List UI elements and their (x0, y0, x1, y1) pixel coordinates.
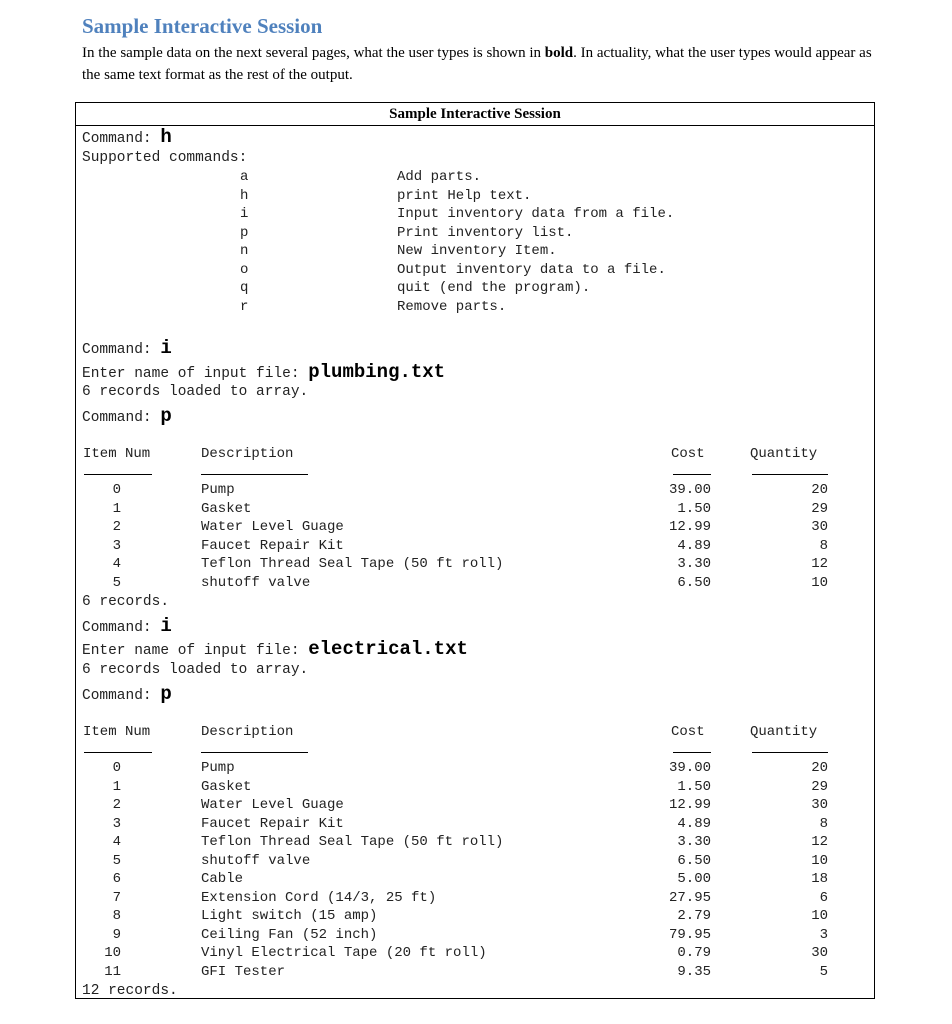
session-box-header (76, 103, 874, 126)
column-header-description: Description (201, 724, 294, 740)
quantity-cell: 20 (811, 760, 828, 776)
item-num-cell: 11 (104, 963, 121, 980)
quantity-cell: 30 (811, 519, 828, 535)
item-num-cell: 4 (112, 834, 121, 850)
command-description: Remove parts. (397, 298, 507, 315)
enter-file-line-1: Enter name of input file: plumbing.txt (82, 361, 446, 383)
description-cell: Gasket (201, 778, 252, 795)
command-description: print Help text. (397, 187, 532, 204)
intro-paragraph: In the sample data on the next several pages, what the user types is shown in bold. In actuality, what the user types would appear as the same text format as the rest of the output. (82, 45, 872, 83)
command-key: r (240, 298, 249, 315)
description-cell: Vinyl Electrical Tape (20 ft roll) (201, 945, 487, 961)
cost-cell: 3.30 (677, 556, 711, 572)
column-rule (201, 752, 308, 753)
command-description: quit (end the program). (397, 280, 591, 296)
command-description: Output inventory data to a file. (397, 261, 666, 278)
description-cell: Teflon Thread Seal Tape (50 ft roll) (201, 556, 504, 572)
description-cell: Water Level Guage (201, 519, 344, 535)
command-line-p1: Command: p (82, 405, 172, 427)
quantity-cell: 12 (811, 556, 828, 572)
cost-cell: 3.30 (677, 834, 711, 850)
cost-cell: 79.95 (668, 926, 711, 943)
description-cell: Light switch (15 amp) (201, 908, 378, 924)
item-num-cell: 8 (112, 908, 121, 924)
item-num-cell: 3 (112, 815, 121, 832)
item-num-cell: 3 (112, 537, 121, 554)
command-key: h (240, 187, 249, 204)
command-line-i2: Command: i (82, 615, 172, 637)
records-line-1: 6 records. (82, 594, 170, 610)
cost-cell: 6.50 (677, 852, 711, 869)
cost-cell: 4.89 (677, 537, 711, 554)
item-num-cell: 9 (112, 926, 121, 943)
cost-cell: 39.00 (668, 482, 711, 498)
quantity-cell: 29 (811, 778, 828, 795)
description-cell: Faucet Repair Kit (201, 815, 344, 832)
command-description: Print inventory list. (397, 224, 574, 241)
cost-cell: 39.00 (668, 760, 711, 776)
description-cell: Pump (201, 760, 235, 776)
quantity-cell: 10 (811, 852, 828, 869)
description-cell: Pump (201, 482, 235, 498)
column-header-quantity: Quantity (750, 446, 818, 462)
command-key: p (240, 224, 249, 241)
loaded-line-1: 6 records loaded to array. (82, 384, 309, 400)
cost-cell: 1.50 (677, 500, 711, 517)
item-num-cell: 2 (112, 797, 121, 813)
description-cell: Gasket (201, 500, 252, 517)
command-key: i (240, 206, 249, 222)
description-cell: shutoff valve (201, 574, 311, 591)
column-rule (673, 752, 711, 753)
cost-cell: 27.95 (668, 889, 711, 906)
cost-cell: 1.50 (677, 778, 711, 795)
quantity-cell: 8 (819, 815, 828, 832)
column-rule (201, 474, 308, 475)
command-key: n (240, 243, 249, 259)
cost-cell: 6.50 (677, 574, 711, 591)
enter-file-line-2: Enter name of input file: electrical.txt (82, 638, 468, 660)
quantity-cell: 5 (819, 963, 828, 980)
command-key: a (240, 169, 249, 185)
command-line-h: Command: h (82, 126, 172, 148)
quantity-cell: 10 (811, 574, 828, 591)
cost-cell: 12.99 (668, 519, 711, 535)
cost-cell: 0.79 (677, 945, 711, 961)
quantity-cell: 8 (819, 537, 828, 554)
item-num-cell: 5 (112, 852, 121, 869)
command-line-p2: Command: p (82, 683, 172, 705)
description-cell: Water Level Guage (201, 797, 344, 813)
quantity-cell: 29 (811, 500, 828, 517)
quantity-cell: 12 (811, 834, 828, 850)
quantity-cell: 20 (811, 482, 828, 498)
column-header-cost: Cost (671, 446, 705, 462)
records-line-2: 12 records. (82, 983, 178, 999)
item-num-cell: 6 (112, 871, 121, 887)
command-key: o (240, 261, 249, 278)
description-cell: Cable (201, 871, 244, 887)
command-description: Add parts. (397, 169, 482, 185)
quantity-cell: 10 (811, 908, 828, 924)
command-line-i1: Command: i (82, 337, 172, 359)
column-header-item-num: Item Num (83, 724, 151, 740)
bold-word: bold (544, 45, 574, 61)
supported-commands-label: Supported commands: (82, 150, 248, 166)
cost-cell: 9.35 (677, 963, 711, 980)
cost-cell: 2.79 (677, 908, 711, 924)
item-num-cell: 5 (112, 574, 121, 591)
column-header-cost: Cost (671, 724, 705, 740)
item-num-cell: 10 (104, 945, 121, 961)
section-heading: Sample Interactive Session (82, 14, 323, 38)
column-header-item-num: Item Num (83, 446, 151, 462)
description-cell: Extension Cord (14/3, 25 ft) (201, 889, 437, 906)
quantity-cell: 30 (811, 945, 828, 961)
item-num-cell: 2 (112, 519, 121, 535)
description-cell: Faucet Repair Kit (201, 537, 344, 554)
description-cell: shutoff valve (201, 852, 311, 869)
column-rule (752, 752, 828, 753)
quantity-cell: 3 (819, 926, 828, 943)
item-num-cell: 0 (112, 482, 121, 498)
item-num-cell: 4 (112, 556, 121, 572)
command-key: q (240, 280, 249, 296)
quantity-cell: 30 (811, 797, 828, 813)
column-rule (84, 752, 152, 753)
column-header-quantity: Quantity (750, 724, 818, 740)
column-rule (84, 474, 152, 475)
quantity-cell: 6 (819, 889, 828, 906)
cost-cell: 4.89 (677, 815, 711, 832)
loaded-line-2: 6 records loaded to array. (82, 662, 309, 678)
column-rule (752, 474, 828, 475)
command-description: New inventory Item. (397, 243, 557, 259)
command-description: Input inventory data from a file. (397, 206, 675, 222)
description-cell: GFI Tester (201, 963, 286, 980)
description-cell: Ceiling Fan (52 inch) (201, 926, 378, 943)
cost-cell: 5.00 (677, 871, 711, 887)
item-num-cell: 1 (112, 500, 121, 517)
column-rule (673, 474, 711, 475)
cost-cell: 12.99 (668, 797, 711, 813)
item-num-cell: 1 (112, 778, 121, 795)
column-header-description: Description (201, 446, 294, 462)
quantity-cell: 18 (811, 871, 828, 887)
item-num-cell: 0 (112, 760, 121, 776)
session-box-title: Sample Interactive Session (389, 106, 561, 122)
description-cell: Teflon Thread Seal Tape (50 ft roll) (201, 834, 504, 850)
item-num-cell: 7 (112, 889, 121, 906)
